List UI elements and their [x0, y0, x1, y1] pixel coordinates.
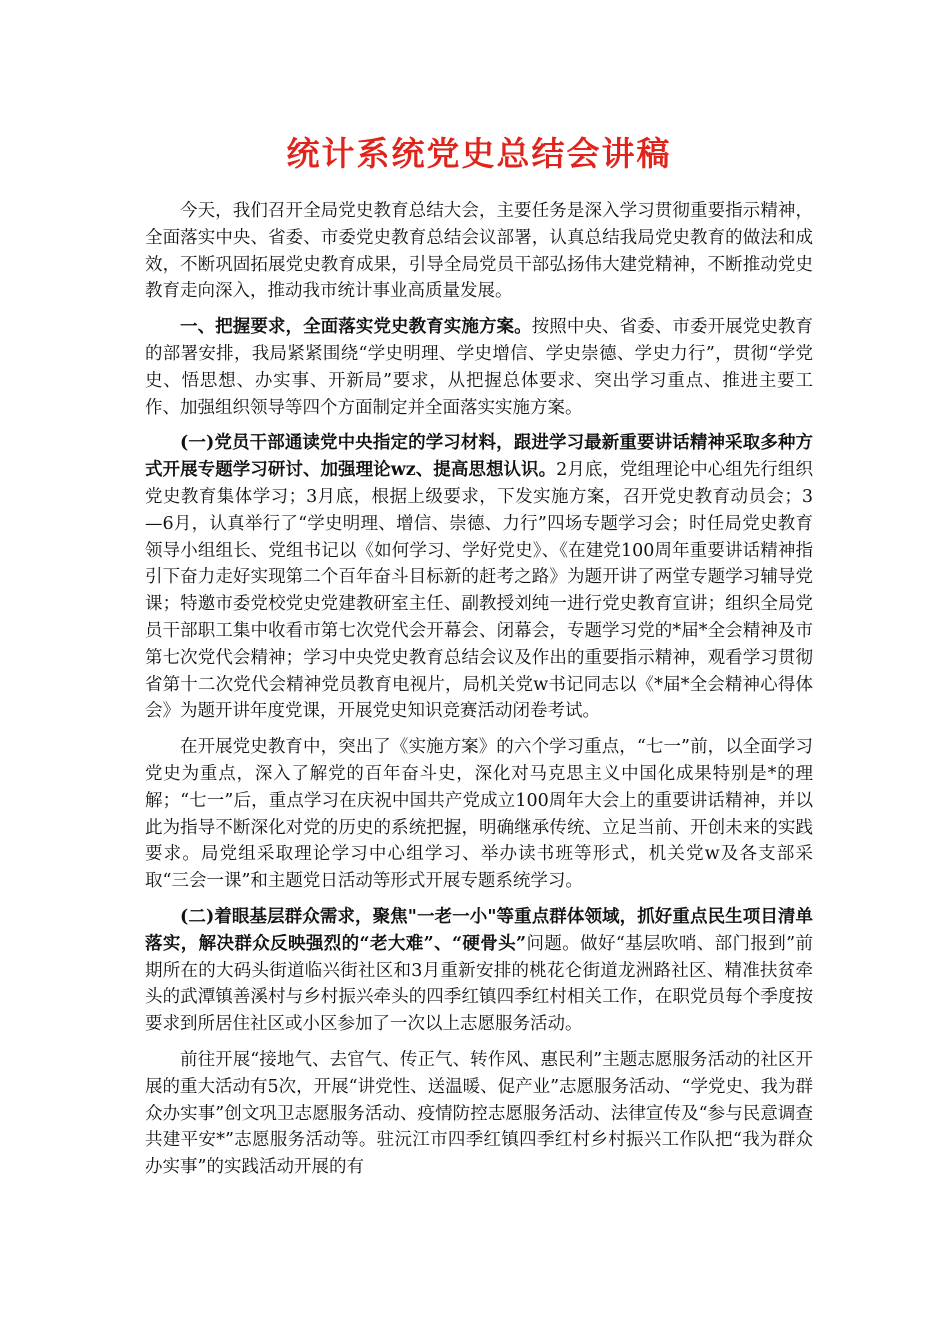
paragraph-text: 按照中央、省委、市委开展党史教育的部署安排，我局紧紧围绕“学史明理、学史增信、学史崇德、学史力行”，贯彻“学党史、悟思想、办实事、开新局”要求，从把握总体要求、突出学习重点、推进主要工作、加强组织领导等四个方面制定并全面落实实施方案。 — [145, 317, 814, 418]
paragraph-text: 问题。做好“基层吹哨、部门报到”前期所在的大码头街道临兴街社区和3月重新安排的桃花仑街道龙洲路社区、精准扶贫牵头的武潭镇善溪村与乡村振兴牵头的四季红镇四季红村相关工作，在职党员每个季度按要求到所居住社区或小区参加了一次以上志愿服务活动。 — [145, 933, 813, 1035]
paragraph-section-1 — [145, 314, 813, 421]
paragraph-text: 前往开展“接地气、去官气、传正气、转作风、惠民利”主题志愿服务活动的社区开展的重大活动有5次，开展“讲党性、送温暖、促产业”志愿服务活动、“学党史、我为群众办实事”创文巩卫志愿服务活动、疫情防控志愿服务活动、法律宣传及“参与民意调查共建平安*”志愿服务活动等。驻沅江市四季红镇四季红村乡村振兴工作队把“我为群众办实事”的实践活动开展的有 — [145, 1049, 813, 1178]
paragraph-subsection-1 — [145, 430, 813, 725]
paragraph-subsection-2 — [145, 904, 813, 1038]
paragraph-text: 今天，我们召开全局党史教育总结大会，主要任务是深入学习贯彻重要指示精神，全面落实中央、省委、市委党史教育总结会议部署，认真总结我局党史教育的做法和成效，不断巩固拓展党史教育成果，引导全局党员干部弘扬伟大建党精神，不断推动党史教育走向深入，推动我市统计事业高质量发展。 — [145, 201, 813, 302]
subsection-heading: (二)着眼基层群众需求，聚焦"一老一小"等重点群体领域，抓好重点民生项目清单落实，解决群众反映强烈的“老大难”、“硬骨头” — [145, 906, 813, 954]
paragraph-study-focus — [145, 734, 813, 895]
section-heading: 一、把握要求，全面落实党史教育实施方案。 — [180, 317, 532, 338]
paragraph-volunteer — [145, 1047, 813, 1181]
paragraph-intro — [145, 198, 813, 305]
paragraph-text: 2月底，党组理论中心组先行组织党史教育集体学习；3月底，根据上级要求，下发实施方案，召开党史教育动员会；3—6月，认真举行了“学史明理、增信、崇德、力行”四场专题学习会；时任局党史教育领导小组组长、党组书记以《如何学习、学好党史》、《在建党100周年重要讲话精神指引下奋力走好实现第二个百年奋斗目标新的赶考之路》为题开讲了两堂专题学习辅导党课；特邀市委党校党史党建教研室主任、副教授刘纯一进行党史教育宣讲；组织全局党员干部职工集中收看市第七次党代会开幕会、闭幕会，专题学习党的*届*全会精神及市第七次党代会精神；学习中央党史教育总结会议及作出的重要指示精神，观看学习贯彻省第十二次党代会精神党员教育电视片，局机关党w书记同志以《*届*全会精神心得体会》为题开讲年度党课，开展党史知识竞赛活动闭卷考试。 — [145, 460, 813, 722]
subsection-heading: (一)党员干部通读党中央指定的学习材料，跟进学习最新重要讲话精神采取多种方式开展专题学习研讨、加强理论wz、提高思想认识。 — [145, 433, 813, 481]
paragraph-text: 在开展党史教育中，突出了《实施方案》的六个学习重点，“七一”前，以全面学习党史为重点，深入了解党的百年奋斗史，深化对马克思主义中国化成果特别是*的理解；“七一”后，重点学习在庆祝中国共产党成立100周年大会上的重要讲话精神，并以此为指导不断深化对党的历史的系统把握，明确继承传统、立足当前、开创未来的实践要求。局党组采取理论学习中心组学习、举办读书班等形式，机关党w及各支部采取“三会一课”和主题党日活动等形式开展专题系统学习。 — [145, 737, 813, 892]
document-title: 统计系统党史总结会讲稿 — [286, 134, 672, 173]
document-page — [145, 128, 813, 1190]
